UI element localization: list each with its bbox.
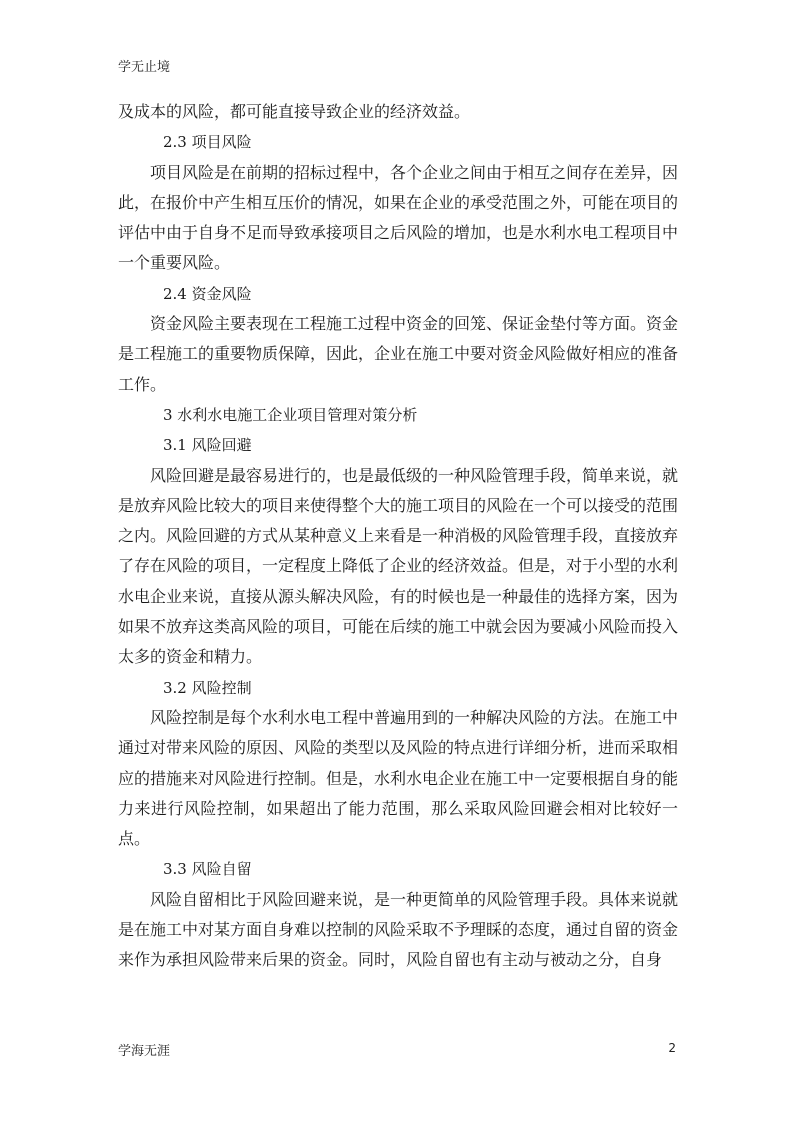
paragraph-risk-control: 风险控制是每个水利水电工程中普遍用到的一种解决风险的方法。在施工中通过对带来风险的原因、风险的类型以及风险的特点进行详细分析，进而采取相应的措施来对风险进行控制。但是，水利水电企业在施工中一定要根据自身的能力来进行风险控制，如果超出了能力范围，那么采取风险回避会相对比较好一点。 [118, 707, 679, 849]
section-heading-3-1: 3.1 风险回避 [163, 436, 252, 455]
page-footer-text: 学海无涯 [118, 1044, 171, 1059]
section-heading-3: 3 水利水电施工企业项目管理对策分析 [163, 405, 418, 424]
paragraph-risk-avoidance: 风险回避是最容易进行的，也是最低级的一种风险管理手段，简单来说，就是放弃风险比较大的项目来使得整个大的施工项目的风险在一个可以接受的范围之内。风险回避的方式从某种意义上来看是一种消极的风险管理手段，直接放弃了存在风险的项目，一定程度上降低了企业的经济效益。但是，对于小型的水利水电企业来说，直接从源头解决风险，有的时候也是一种最佳的选择方案，因为如果不放弃这类高风险的项目，可能在后续的施工中就会因为要减小风险而投入太多的资金和精力。 [118, 465, 679, 667]
paragraph-project-risk: 项目风险是在前期的招标过程中，各个企业之间由于相互之间存在差异，因此，在报价中产生相互压价的情况，如果在企业的承受范围之外，可能在项目的评估中由于自身不足而导致承接项目之后风险的增加，也是水利水电工程项目中一个重要风险。 [118, 162, 679, 273]
section-heading-2-3: 2.3 项目风险 [163, 133, 252, 152]
document-body [118, 97, 678, 976]
paragraph-continuation: 及成本的风险，都可能直接导致企业的经济效益。 [118, 102, 471, 121]
section-heading-3-3: 3.3 风险自留 [163, 860, 252, 879]
section-heading-3-2: 3.2 风险控制 [163, 678, 252, 697]
page-number: 2 [668, 1041, 676, 1055]
section-heading-2-4: 2.4 资金风险 [163, 284, 252, 303]
paragraph-capital-risk: 资金风险主要表现在工程施工过程中资金的回笼、保证金垫付等方面。资金是工程施工的重要物质保障，因此，企业在施工中要对资金风险做好相应的准备工作。 [118, 314, 679, 394]
page-header: 学无止境 [118, 60, 171, 75]
paragraph-risk-retention: 风险自留相比于风险回避来说，是一种更简单的风险管理手段。具体来说就是在施工中对某方面自身难以控制的风险采取不予理睬的态度，通过自留的资金来作为承担风险带来后果的资金。同时，风险自留也有主动与被动之分，自身 [118, 889, 679, 970]
